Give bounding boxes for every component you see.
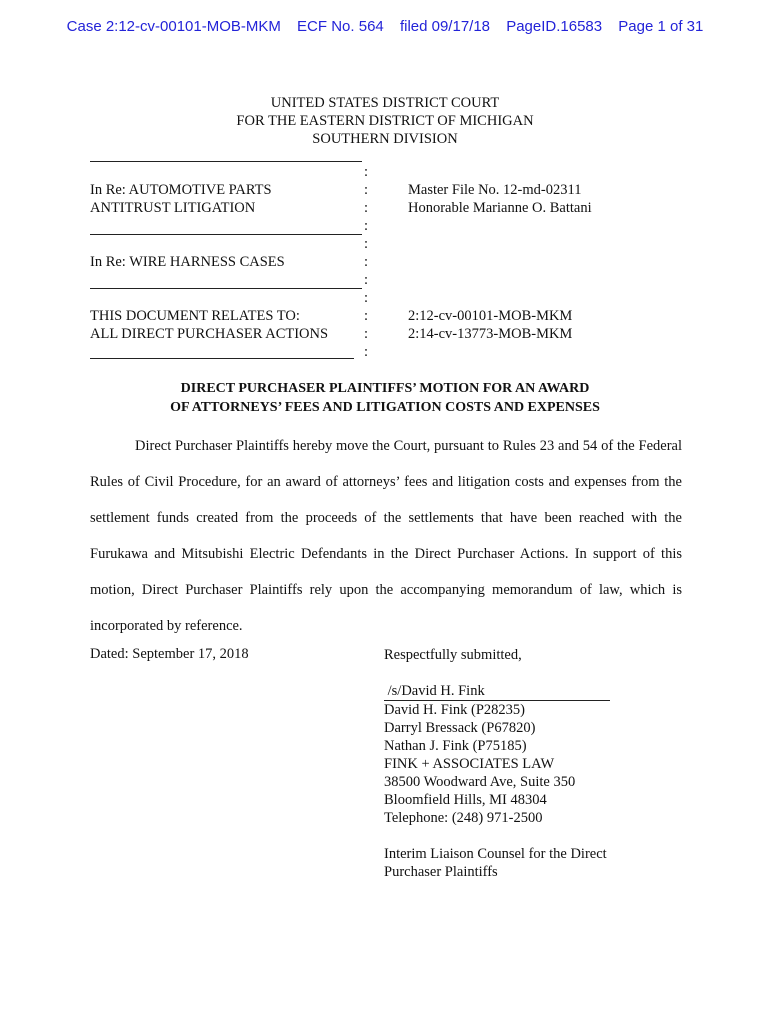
page-id: PageID.16583 bbox=[506, 18, 603, 35]
court-line-2: FOR THE EASTERN DISTRICT OF MICHIGAN bbox=[236, 113, 534, 129]
closing: Respectfully submitted, bbox=[384, 647, 522, 663]
judge-name: Honorable Marianne O. Battani bbox=[408, 200, 592, 216]
signature-text: /s/David H. Fink bbox=[387, 683, 485, 699]
caption-left-2: In Re: WIRE HARNESS CASES bbox=[90, 254, 285, 270]
caption-rule bbox=[90, 288, 362, 289]
caption-left-3a: THIS DOCUMENT RELATES TO: bbox=[90, 308, 300, 324]
dated-line: Dated: September 17, 2018 bbox=[90, 646, 249, 662]
caption-colon: : bbox=[363, 200, 369, 216]
caption-rule bbox=[90, 358, 354, 359]
attorney-1: David H. Fink (P28235) bbox=[384, 702, 525, 718]
caption-left-3b: ALL DIRECT PURCHASER ACTIONS bbox=[90, 326, 329, 342]
caption-colon: : bbox=[363, 308, 369, 324]
caption-colon: : bbox=[363, 218, 369, 234]
motion-body bbox=[90, 428, 682, 644]
caption-rule bbox=[90, 161, 362, 162]
caption-colon: : bbox=[363, 236, 369, 252]
court-line-3: SOUTHERN DIVISION bbox=[312, 131, 458, 147]
body-paragraph: Direct Purchaser Plaintiffs hereby move the Court, pursuant to Rules 23 and 54 of the Federal Rules of Civil Procedure, for an award of attorneys’ fees and litigation costs and expenses from the settlement funds created from the proceeds of the settlements that have been reached with the Furukawa and Mitsubishi Electric Defendants in the Direct Purchaser Actions. In support of this motion, Direct Purchaser Plaintiffs rely upon the accompanying memorandum of law, which is incorporated by reference. bbox=[90, 438, 682, 634]
caption-colon: : bbox=[363, 254, 369, 270]
title-line-2: OF ATTORNEYS’ FEES AND LITIGATION COSTS AND EXPENSES bbox=[170, 400, 600, 415]
case-number-2: 2:14-cv-13773-MOB-MKM bbox=[408, 326, 573, 342]
attorney-2: Darryl Bressack (P67820) bbox=[384, 720, 536, 736]
case-number-1: 2:12-cv-00101-MOB-MKM bbox=[408, 308, 573, 324]
address-line-2: Bloomfield Hills, MI 48304 bbox=[384, 792, 547, 808]
caption-rule bbox=[90, 234, 362, 235]
role-line-1: Interim Liaison Counsel for the Direct bbox=[384, 846, 607, 862]
caption-colon: : bbox=[363, 290, 369, 306]
signature-block bbox=[384, 646, 610, 881]
page-count: Page 1 of 31 bbox=[618, 18, 704, 35]
motion-title bbox=[0, 379, 770, 417]
filed-date: filed 09/17/18 bbox=[399, 18, 491, 35]
address-line-1: 38500 Woodward Ave, Suite 350 bbox=[384, 774, 576, 790]
telephone: Telephone: (248) 971-2500 bbox=[384, 810, 543, 826]
caption-colon: : bbox=[363, 272, 369, 288]
case-number: Case 2:12-cv-00101-MOB-MKM bbox=[66, 18, 281, 35]
caption-colon: : bbox=[363, 164, 369, 180]
electronic-signature bbox=[384, 682, 610, 701]
master-file-number: Master File No. 12-md-02311 bbox=[408, 182, 582, 198]
ecf-header-stamp bbox=[0, 18, 770, 35]
court-line-1: UNITED STATES DISTRICT COURT bbox=[270, 95, 500, 111]
title-line-1: DIRECT PURCHASER PLAINTIFFS’ MOTION FOR AN AWARD bbox=[180, 381, 590, 396]
caption-left-1b: ANTITRUST LITIGATION bbox=[90, 200, 256, 216]
caption-left-1a: In Re: AUTOMOTIVE PARTS bbox=[90, 182, 272, 198]
role-line-2: Purchaser Plaintiffs bbox=[384, 864, 498, 880]
court-heading bbox=[0, 94, 770, 148]
firm-name: FINK + ASSOCIATES LAW bbox=[384, 756, 555, 772]
caption-colon: : bbox=[363, 182, 369, 198]
caption-colon: : bbox=[363, 326, 369, 342]
caption-colon: : bbox=[363, 344, 369, 360]
ecf-number: ECF No. 564 bbox=[297, 18, 384, 35]
attorney-3: Nathan J. Fink (P75185) bbox=[384, 738, 527, 754]
